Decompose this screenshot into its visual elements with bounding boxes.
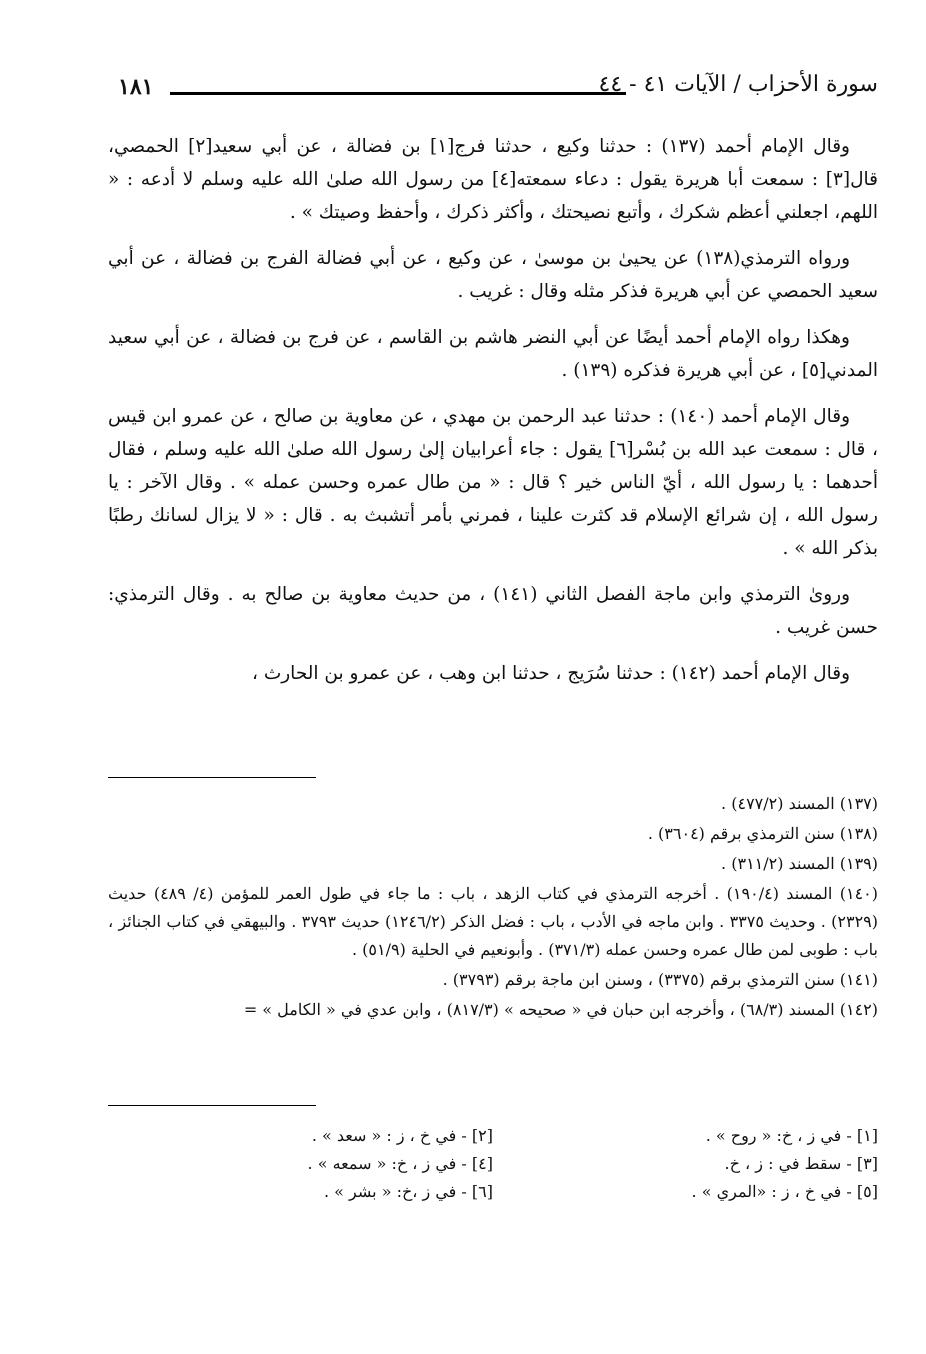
footnote-139: (١٣٩) المسند (٣١١/٢) . xyxy=(721,854,878,873)
paragraph-2: ورواه الترمذي(١٣٨) عن يحيىٰ بن موسىٰ ، عن وكيع ، عن أبي فضالة الفرج بن فضالة ، عن أبي سعيد الحمصي عن أبي هريرة فذكر مثله وقال : غريب . xyxy=(108,248,878,302)
footnote-142: (١٤٢) المسند (٦٨/٣) ، وأخرجه ابن حبان في « صحيحه » (٨١٧/٣) ، وابن عدي في « الكامل » = xyxy=(243,1000,878,1019)
footnote-138: (١٣٨) سنن الترمذي برقم (٣٦٠٤) . xyxy=(647,824,878,843)
variant-note-5: [٥] - في خ ، ز : «المري » . xyxy=(691,1182,878,1201)
running-title: سورة الأحزاب / الآيات ٤١ - ٤٤ xyxy=(598,72,878,97)
paragraph-4: وقال الإمام أحمد (١٤٠) : حدثنا عبد الرحمن بن مهدي ، عن معاوية بن صالح ، عن عمرو ابن قيس ، قال : سمعت عبد الله بن بُسْر[٦] يقول : جاء أعرابيان إلىٰ رسول الله صلىٰ الله عليه وسلم ، فقال أحدهما : يا رسول الله ، أيّ الناس خير ؟ قال : « من طال عمره وحسن عمله » . وقال الآخر : يا رسول الله ، إن شرائع الإسلام قد كثرت علينا ، فمرني بأمر أتشبث به . قال : « لا يزال لسانك رطبًا بذكر الله » . xyxy=(108,406,878,559)
variant-note-1: [١] - في ز ، خ: « روح » . xyxy=(705,1126,878,1145)
variant-note-2: [٢] - في خ ، ز : « سعد » . xyxy=(311,1126,493,1145)
paragraph-1: وقال الإمام أحمد (١٣٧) : حدثنا وكيع ، حدثنا فرج[١] بن فضالة ، عن أبي سعيد[٢] الحمصي، قال[٣] : سمعت أبا هريرة يقول : دعاء سمعته[٤] من رسول الله صلىٰ الله عليه وسلم لا أدعه : « اللهم، اجعلني أعظم شكرك ، وأتبع نصيحتك ، وأكثر ذكرك ، وأحفظ وصيتك » . xyxy=(108,136,878,223)
paragraph-3: وهكذا رواه الإمام أحمد أيضًا عن أبي النضر هاشم بن القاسم ، عن فرج بن فضالة ، عن أبي سعيد المدني[٥] ، عن أبي هريرة فذكره (١٣٩) . xyxy=(108,327,878,381)
footnote-137: (١٣٧) المسند (٤٧٧/٢) . xyxy=(721,794,878,813)
variants-separator xyxy=(108,1105,316,1106)
variant-note-3: [٣] - سقط في : ز ، خ. xyxy=(724,1154,878,1173)
variant-row xyxy=(108,1122,878,1150)
footnote-140: (١٤٠) المسند (١٩٠/٤) . أخرجه الترمذي في كتاب الزهد ، باب : ما جاء في طول العمر للمؤمن (٤/ ٤٨٩) حديث (٢٣٢٩) . وحديث ٣٣٧٥ . وابن ماجه في الأدب ، باب : فضل الذكر (١٢٤٦/٢) حديث ٣٧٩٣ . والبيهقي في كتاب الجنائز ، باب : طوبى لمن طال عمره وحسن عمله (٣٧١/٣) . وأبونعيم في الحلية (٥١/٩) . xyxy=(108,884,879,959)
footnotes xyxy=(108,790,878,1026)
paragraph-5: وروىٰ الترمذي وابن ماجة الفصل الثاني (١٤١) ، من حديث معاوية بن صالح به . وقال الترمذي: حسن غريب . xyxy=(108,584,878,638)
page-header xyxy=(108,70,878,110)
footnote-separator xyxy=(108,777,316,778)
main-text xyxy=(108,130,878,703)
page-number: ١٨١ xyxy=(118,74,154,100)
variant-row xyxy=(108,1150,878,1178)
variant-row xyxy=(108,1178,878,1206)
paragraph-6: وقال الإمام أحمد (١٤٢) : حدثنا سُرَيج ، حدثنا ابن وهب ، عن عمرو بن الحارث ، xyxy=(251,663,850,684)
variant-note-4: [٤] - في ز ، خ: « سمعه » . xyxy=(307,1154,493,1173)
footnote-141: (١٤١) سنن الترمذي برقم (٣٣٧٥) ، وسنن ابن ماجة برقم (٣٧٩٣) . xyxy=(442,970,878,989)
manuscript-variants xyxy=(108,1122,878,1206)
header-rule xyxy=(170,92,626,95)
variant-note-6: [٦] - في ز ،خ: « بشر » . xyxy=(324,1182,493,1201)
